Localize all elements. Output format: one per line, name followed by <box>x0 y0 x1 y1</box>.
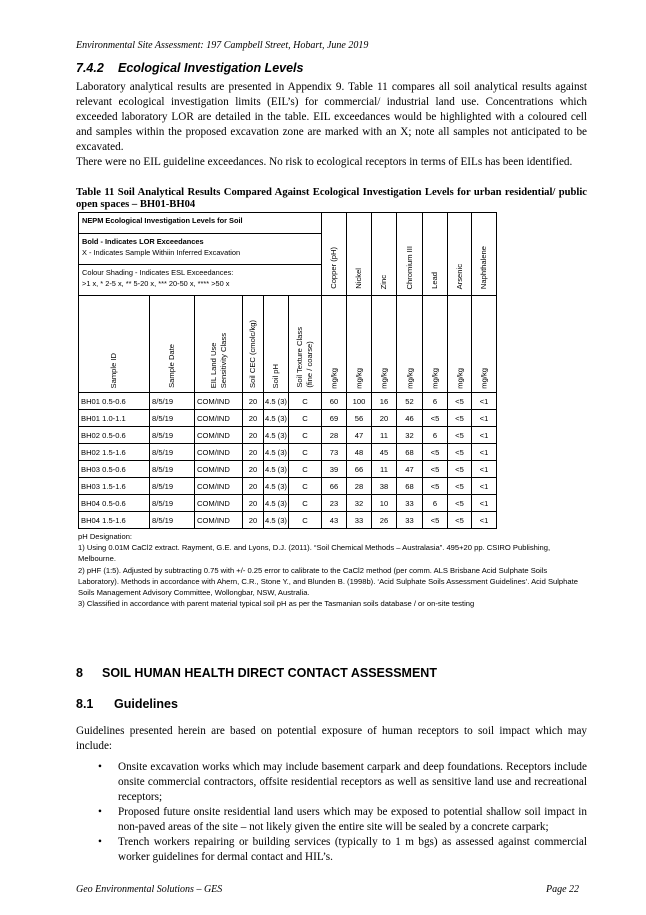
cell-lead: <5 <box>423 444 448 461</box>
table-notes <box>78 531 584 609</box>
unit-cell: mg/kg <box>372 296 397 393</box>
cell-copper: 28 <box>322 427 347 444</box>
table-row <box>79 461 497 478</box>
cell-sample-date: 8/5/19 <box>150 495 195 512</box>
cell-lead: <5 <box>423 512 448 529</box>
cell-zinc: 26 <box>372 512 397 529</box>
cell-cec: 20 <box>243 444 264 461</box>
cell-naphthalene: <1 <box>472 512 497 529</box>
paragraph-guidelines: Guidelines presented herein are based on potential exposure of human receptors to soil impact which may include: <box>76 725 587 752</box>
legend-bold-x-cell: Bold - Indicates LOR Exceedances X - Indicates Sample Withiin Inferred Excavation <box>79 234 322 265</box>
cell-arsenic: <5 <box>448 410 472 427</box>
unit-cell: mg/kg <box>397 296 423 393</box>
cell-land-use: COM/IND <box>195 495 243 512</box>
cell-zinc: 20 <box>372 410 397 427</box>
cell-naphthalene: <1 <box>472 495 497 512</box>
table-row <box>79 478 497 495</box>
legend-title-cell: NEPM Ecological Investigation Levels for Soil <box>79 213 322 234</box>
unit-cell: mg/kg <box>448 296 472 393</box>
cell-land-use: COM/IND <box>195 410 243 427</box>
section-title: Ecological Investigation Levels <box>118 61 304 75</box>
cell-naphthalene: <1 <box>472 393 497 410</box>
cell-land-use: COM/IND <box>195 478 243 495</box>
cell-land-use: COM/IND <box>195 444 243 461</box>
note-2: 2) pHF (1:5). Adjusted by subtracting 0.75 with +/- 0.25 error to calibrate to the CaCl2 method (per comm. ALS Brisbane Acid Sulphate Soils Laboratory). Methods in accordance with Ahern, C.R., Stone Y., and Blunden B. (1998b). ‘Acid Sulphate Soils Assessment Guidelines’. Acid Sulphate Soils Management Advisory Committee, Wollongbar, NSW, Australia. <box>78 565 578 598</box>
cell-ph: 4.5 (3) <box>264 461 289 478</box>
cell-nickel: 66 <box>347 461 372 478</box>
cell-sample-id: BH01 0.5-0.6 <box>79 393 150 410</box>
cell-arsenic: <5 <box>448 444 472 461</box>
cell-chromium: 33 <box>397 512 423 529</box>
eil-results-table <box>78 212 497 529</box>
cell-cec: 20 <box>243 512 264 529</box>
cell-cec: 20 <box>243 478 264 495</box>
cell-texture: C <box>289 427 322 444</box>
cell-nickel: 100 <box>347 393 372 410</box>
cell-chromium: 46 <box>397 410 423 427</box>
header-nickel: Nickel <box>347 213 372 296</box>
header-eil-land-use: EIL Land Use Sensitivity Class <box>195 296 243 393</box>
cell-arsenic: <5 <box>448 461 472 478</box>
paragraph-no-exceedances: There were no EIL guideline exceedances. No risk to ecological receptors in terms of EILs has been identified. <box>76 156 573 168</box>
cell-arsenic: <5 <box>448 427 472 444</box>
cell-texture: C <box>289 478 322 495</box>
table-row <box>79 495 497 512</box>
cell-copper: 43 <box>322 512 347 529</box>
cell-ph: 4.5 (3) <box>264 512 289 529</box>
cell-copper: 39 <box>322 461 347 478</box>
cell-naphthalene: <1 <box>472 410 497 427</box>
header-arsenic: Arsenic <box>448 213 472 296</box>
cell-sample-date: 8/5/19 <box>150 410 195 427</box>
cell-lead: <5 <box>423 478 448 495</box>
legend-shading-cell: Colour Shading - Indicates ESL Exceedances: >1 x, * 2-5 x, ** 5-20 x, *** 20-50 x, **** >50 x <box>79 265 322 296</box>
cell-land-use: COM/IND <box>195 512 243 529</box>
cell-sample-date: 8/5/19 <box>150 427 195 444</box>
cell-cec: 20 <box>243 393 264 410</box>
header-sample-date: Sample Date <box>150 296 195 393</box>
cell-lead: 6 <box>423 495 448 512</box>
bullet-icon: • <box>98 836 102 848</box>
table-row <box>79 427 497 444</box>
cell-copper: 23 <box>322 495 347 512</box>
cell-cec: 20 <box>243 461 264 478</box>
cell-copper: 66 <box>322 478 347 495</box>
cell-sample-id: BH04 0.5-0.6 <box>79 495 150 512</box>
list-item: • Trench workers repairing or building services (typically to 1 m bgs) as assessed against commercial worker guidelines for dermal contact and HIL’s. <box>98 836 587 863</box>
cell-ph: 4.5 (3) <box>264 444 289 461</box>
cell-chromium: 52 <box>397 393 423 410</box>
footer-page-number: Page 22 <box>546 884 580 895</box>
list-item: • Onsite excavation works which may include basement carpark and deep foundations. Receptors include onsite commercial contractors, offsite residential receptors as well as sensitive land use and recreational receptors; <box>98 761 587 803</box>
header-sample-id: Sample ID <box>79 296 150 393</box>
cell-sample-id: BH01 1.0-1.1 <box>79 410 150 427</box>
cell-zinc: 11 <box>372 427 397 444</box>
cell-cec: 20 <box>243 495 264 512</box>
cell-land-use: COM/IND <box>195 393 243 410</box>
cell-lead: <5 <box>423 410 448 427</box>
cell-naphthalene: <1 <box>472 478 497 495</box>
bullet-icon: • <box>98 761 102 773</box>
section-title: SOIL HUMAN HEALTH DIRECT CONTACT ASSESSMENT <box>102 666 437 680</box>
cell-arsenic: <5 <box>448 478 472 495</box>
cell-copper: 69 <box>322 410 347 427</box>
cell-sample-date: 8/5/19 <box>150 444 195 461</box>
cell-chromium: 68 <box>397 444 423 461</box>
unit-cell: mg/kg <box>472 296 497 393</box>
cell-land-use: COM/IND <box>195 461 243 478</box>
cell-texture: C <box>289 444 322 461</box>
cell-nickel: 32 <box>347 495 372 512</box>
table-row <box>79 512 497 529</box>
header-lead: Lead <box>423 213 448 296</box>
cell-sample-id: BH04 1.5-1.6 <box>79 512 150 529</box>
cell-chromium: 33 <box>397 495 423 512</box>
cell-chromium: 47 <box>397 461 423 478</box>
cell-sample-date: 8/5/19 <box>150 393 195 410</box>
header-naphthalene: Naphthalene <box>472 213 497 296</box>
cell-ph: 4.5 (3) <box>264 393 289 410</box>
cell-arsenic: <5 <box>448 393 472 410</box>
cell-ph: 4.5 (3) <box>264 478 289 495</box>
paragraph-eil-intro: Laboratory analytical results are presented in Appendix 9. Table 11 compares all soil analytical results against relevant ecological investigation limits (EIL’s) for commercial/ industrial land use. Concentrations which exceeded laboratory LOR are detailed in the table. EIL exceedances would be highlighted with a coloured cell and samples within the proposed excavation zone are marked with an X; note all samples not anticipated to be excavated. <box>76 81 587 153</box>
cell-texture: C <box>289 410 322 427</box>
cell-nickel: 33 <box>347 512 372 529</box>
cell-nickel: 28 <box>347 478 372 495</box>
cell-sample-date: 8/5/19 <box>150 478 195 495</box>
cell-ph: 4.5 (3) <box>264 495 289 512</box>
header-chromium: Chromium III <box>397 213 423 296</box>
table-row <box>79 393 497 410</box>
cell-ph: 4.5 (3) <box>264 427 289 444</box>
section-number: 8.1 <box>76 697 94 711</box>
cell-zinc: 10 <box>372 495 397 512</box>
bullet-list <box>98 760 587 865</box>
unit-cell: mg/kg <box>322 296 347 393</box>
cell-nickel: 47 <box>347 427 372 444</box>
cell-sample-id: BH03 0.5-0.6 <box>79 461 150 478</box>
section-heading-8 <box>76 666 437 680</box>
header-soil-cec: Soil CEC (cmolc/kg) <box>243 296 264 393</box>
cell-texture: C <box>289 512 322 529</box>
cell-lead: 6 <box>423 393 448 410</box>
cell-texture: C <box>289 495 322 512</box>
cell-naphthalene: <1 <box>472 444 497 461</box>
cell-texture: C <box>289 393 322 410</box>
cell-sample-id: BH03 1.5-1.6 <box>79 478 150 495</box>
unit-cell: mg/kg <box>347 296 372 393</box>
cell-copper: 73 <box>322 444 347 461</box>
cell-naphthalene: <1 <box>472 461 497 478</box>
unit-cell: mg/kg <box>423 296 448 393</box>
section-heading-8-1 <box>76 697 178 711</box>
cell-naphthalene: <1 <box>472 427 497 444</box>
cell-texture: C <box>289 461 322 478</box>
cell-chromium: 68 <box>397 478 423 495</box>
cell-nickel: 56 <box>347 410 372 427</box>
section-heading-7-4-2 <box>76 61 303 75</box>
table-row <box>79 410 497 427</box>
table-caption: Table 11 Soil Analytical Results Compared Against Ecological Investigation Levels for urban residential/ public open spaces – BH01-BH04 <box>76 187 587 210</box>
note-1: 1) Using 0.01M CaCl2 extract. Rayment, G.E. and Lyons, D.J. (2011). “Soil Chemical Methods – Australasia”. 495+20 pp. CSIRO Publishing, Melbourne. <box>78 543 551 564</box>
cell-sample-date: 8/5/19 <box>150 512 195 529</box>
footer-company: Geo Environmental Solutions – GES <box>76 884 223 895</box>
cell-zinc: 38 <box>372 478 397 495</box>
cell-sample-date: 8/5/19 <box>150 461 195 478</box>
cell-cec: 20 <box>243 427 264 444</box>
section-title: Guidelines <box>114 697 178 711</box>
cell-lead: 6 <box>423 427 448 444</box>
cell-arsenic: <5 <box>448 512 472 529</box>
cell-zinc: 11 <box>372 461 397 478</box>
cell-zinc: 45 <box>372 444 397 461</box>
header-soil-texture: Soil Texture Class (fine / coarse) <box>289 296 322 393</box>
cell-arsenic: <5 <box>448 495 472 512</box>
cell-nickel: 48 <box>347 444 372 461</box>
cell-zinc: 16 <box>372 393 397 410</box>
section-number: 8 <box>76 666 83 680</box>
cell-lead: <5 <box>423 461 448 478</box>
cell-chromium: 32 <box>397 427 423 444</box>
cell-copper: 60 <box>322 393 347 410</box>
header-zinc: Zinc <box>372 213 397 296</box>
cell-cec: 20 <box>243 410 264 427</box>
bullet-icon: • <box>98 806 102 818</box>
header-copper: Copper (pH) <box>322 213 347 296</box>
cell-sample-id: BH02 1.5-1.6 <box>79 444 150 461</box>
running-header: Environmental Site Assessment: 197 Campbell Street, Hobart, June 2019 <box>76 40 369 51</box>
note-3: 3) Classified in accordance with parent material typical soil pH as per the Tasmanian soils database / or on-site testing <box>78 599 475 609</box>
header-soil-ph: Soil pH <box>264 296 289 393</box>
cell-sample-id: BH02 0.5-0.6 <box>79 427 150 444</box>
notes-title: pH Designation: <box>78 532 133 541</box>
list-item: • Proposed future onsite residential land users which may be exposed to potential shallow soil impact in non-paved areas of the site – not likely given the entire site will be sealed by a concrete carpark; <box>98 806 587 833</box>
table-row <box>79 444 497 461</box>
cell-land-use: COM/IND <box>195 427 243 444</box>
cell-ph: 4.5 (3) <box>264 410 289 427</box>
section-number: 7.4.2 <box>76 61 104 75</box>
